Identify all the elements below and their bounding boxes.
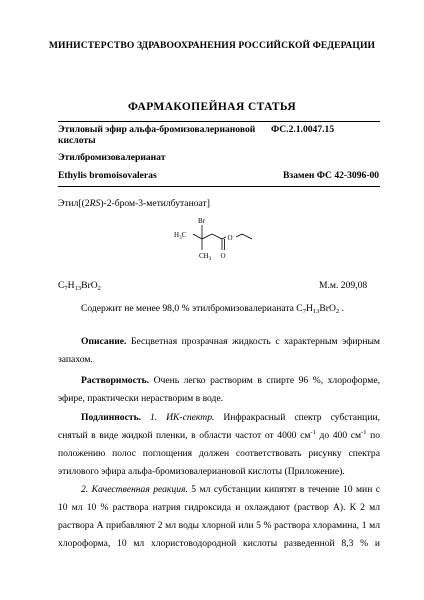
- solubility-label: Растворимость.: [81, 375, 150, 386]
- document-title: ФАРМАКОПЕЙНАЯ СТАТЬЯ: [127, 101, 297, 113]
- divider-top: [58, 121, 380, 122]
- qualitative-test-name: Качественная реакция.: [91, 484, 188, 495]
- molecular-formula: $C_7H_{13}BrO_2$: [58, 280, 101, 292]
- molecular-mass: М.м. 209,08: [319, 280, 368, 291]
- description-label: Описание.: [81, 336, 127, 347]
- identity-line-3: положению полос поглощения должен соответствовать рисунку спектра: [58, 448, 380, 459]
- description-line-1: Описание. Бесцветная прозрачная жидкость с характерным эфирным: [81, 336, 380, 347]
- description-section: [58, 333, 380, 369]
- content-requirement: Содержит не менее 98,0 % этилбромизовалерианата $C_7H_{13}BrO_2$ .: [81, 303, 344, 315]
- qualitative-line-1: 2. Качественная реакция. 5 мл субстанции кипятят в течение 10 мин с: [81, 484, 381, 495]
- monograph-latin-name: Ethylis bromoisovaleras: [58, 170, 157, 181]
- qualitative-line-3: раствора А прибавляют 2 мл воды хлорной или 5 % раствора хлорамина, 1 мл: [58, 520, 380, 531]
- iupac-stereo: RS: [89, 198, 101, 209]
- monograph-synonym: Этилбромизовалерианат: [58, 152, 166, 163]
- ester-oxygen-label: O: [227, 234, 233, 242]
- methyl-group-bottom: $CH_3$: [199, 252, 212, 262]
- description-line-2: запахом.: [58, 354, 93, 365]
- monograph-name-ru-cont: кислоты: [58, 135, 96, 146]
- iupac-prefix: Этил[(2: [58, 198, 90, 209]
- qualitative-reaction-section: [58, 481, 380, 553]
- monograph-code: ФС.2.1.0047.15: [271, 124, 335, 135]
- iupac-name: [58, 198, 210, 209]
- methyl-group-left: $H_3C$: [174, 231, 187, 241]
- solubility-line-2: эфире, практически нерастворим в воде.: [58, 393, 224, 404]
- identity-line-4: этилового эфира альфа-бромизовалериановой кислоты (Приложение).: [58, 466, 345, 477]
- ir-spectrum-test-name: ИК-спектр.: [166, 412, 215, 423]
- divider-bottom: [58, 186, 380, 187]
- identity-section: [58, 409, 380, 481]
- identity-line-1: Подлинность. 1. ИК-спектр. Инфракрасный спектр субстанции,: [81, 412, 380, 423]
- iupac-suffix: )-2-бром-3-метилбутаноат]: [100, 198, 210, 209]
- qualitative-line-4: хлороформа, 10 мл хлористоводородной кислоты разведенной 8,3 % и: [58, 538, 380, 549]
- structural-formula: [160, 212, 270, 268]
- solubility-line-1: Растворимость. Очень легко растворим в спирте 96 %, хлороформе,: [81, 375, 380, 386]
- identity-label: Подлинность.: [81, 412, 142, 423]
- carbonyl-oxygen-label: O: [220, 252, 226, 260]
- identity-line-2: снятый в виде жидкой пленки, в области частот от 4000 $см^{-1}$ до 400 $см^{-1}$ по: [58, 429, 380, 441]
- solubility-section: [58, 372, 380, 408]
- bromine-atom-label: Br: [198, 217, 205, 225]
- monograph-name-ru: Этиловый эфир альфа-бромизовалериановой: [58, 124, 256, 135]
- replaces-standard: Взамен ФС 42-3096-00: [283, 170, 380, 181]
- qualitative-line-2: 10 мл 10 % раствора натрия гидроксида и охлаждают (раствор А). К 2 мл: [58, 502, 380, 513]
- ministry-header: МИНИСТЕРСТВО ЗДРАВООХРАНЕНИЯ РОССИЙСКОЙ ФЕДЕРАЦИИ: [48, 40, 376, 51]
